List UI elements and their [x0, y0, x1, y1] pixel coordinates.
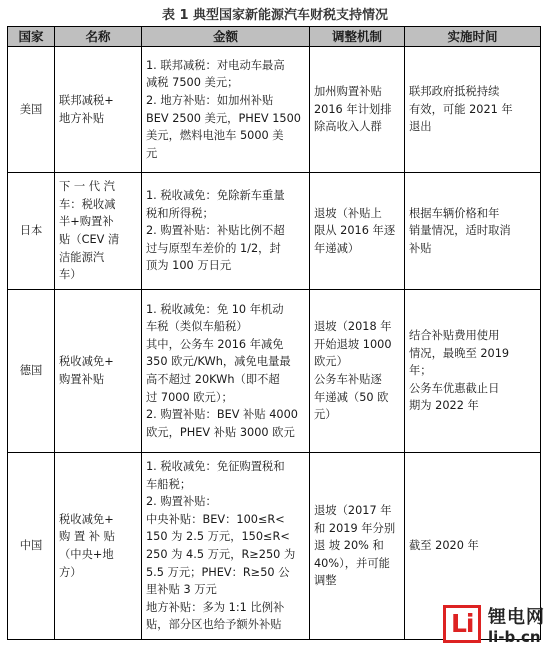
header-country: 国家: [8, 27, 55, 47]
cell-adjust-line: 退坡（2017 年: [314, 504, 392, 518]
cell-amount-line: 过与原型车差价的 1/2，封: [146, 241, 281, 255]
cell-amount-line: 150 为 2.5 万元，150≤R<: [146, 530, 290, 544]
cell-time-line: 截至 2020 年: [409, 539, 479, 553]
cell-amount-line: 其中，公务车 2016 年减免: [146, 337, 284, 351]
cell-amount-line: 1. 税收减免：免除新车重量: [146, 189, 285, 203]
cell-adjust-line: 调整: [314, 574, 337, 588]
cell-name-line: 车：税收减: [59, 197, 116, 211]
cell-country: 德国: [8, 290, 55, 453]
cell-amount-line: 过 7000 欧元）；: [146, 390, 233, 404]
cell-amount-line: 1. 税收减免：免征购置税和: [146, 460, 285, 474]
cell-amount-line: 税和所得税；: [146, 206, 214, 220]
cell-adjust-line: 退 坡 20% 和: [314, 539, 384, 553]
cell-amount-line: 减税 7500 美元；: [146, 76, 239, 90]
cell-country: 中国: [8, 453, 55, 640]
cell-time-line: 年；: [409, 364, 432, 378]
cell-name: [55, 173, 142, 290]
cell-country: 美国: [8, 47, 55, 173]
cell-adjust-line: 除高收入人群: [314, 120, 382, 134]
cell-name: [55, 47, 142, 173]
cell-time: [405, 47, 541, 173]
table-row: [8, 290, 541, 453]
cell-name-line: 地方补贴: [59, 111, 105, 125]
header-adjust: 调整机制: [310, 27, 405, 47]
logo-name: 锂电网: [488, 607, 545, 628]
cell-name-line: 方）: [59, 565, 82, 579]
cell-amount-line: 元: [146, 146, 158, 160]
cell-country: 日本: [8, 173, 55, 290]
cell-adjust: [310, 290, 405, 453]
cell-amount: [142, 290, 310, 453]
cell-adjust-line: 40%），并可能: [314, 556, 390, 570]
cell-adjust-line: 公务车补贴逐: [314, 373, 382, 386]
cell-time-line: 公务车优惠截止日: [409, 381, 500, 395]
cell-time-line: 退出: [409, 120, 432, 134]
cell-amount: [142, 47, 310, 173]
cell-adjust-line: 和 2019 年分别: [314, 521, 396, 535]
cell-time-line: 期为 2022 年: [409, 399, 479, 413]
cell-amount-line: 美元，燃料电池车 5000 美: [146, 129, 284, 143]
cell-amount-line: 中央补贴：BEV：100≤R<: [146, 512, 285, 526]
cell-name-line: 下 一 代 汽: [59, 180, 115, 194]
logo-domain: li-b.cn: [488, 628, 541, 646]
cell-amount-line: 1. 联邦减税：对电动车最高: [146, 58, 285, 72]
cell-amount-line: 1. 税收减免：免 10 年机动: [146, 302, 284, 316]
cell-adjust-line: 年递减（50 欧: [314, 390, 389, 404]
logo-mark-text: Li: [451, 609, 474, 638]
cell-amount-line: 高不超过 20KWh（即不超: [146, 373, 280, 386]
cell-amount: [142, 453, 310, 640]
header-time: 实施时间: [405, 27, 541, 47]
cell-time-line: 销量情况，适时取消: [409, 224, 511, 238]
cell-amount-line: 贴，部分区也给予额外补贴: [146, 618, 282, 632]
cell-adjust: [310, 173, 405, 290]
cell-adjust-line: 元）: [314, 408, 337, 422]
cell-adjust-line: 限从 2016 年逐: [314, 224, 396, 238]
cell-time: [405, 290, 541, 453]
cell-name-line: 联邦减税+: [59, 93, 114, 107]
cell-adjust-line: 年递减）: [314, 241, 360, 255]
cell-adjust-line: 开始退坡 1000: [314, 337, 392, 351]
cell-adjust: [310, 47, 405, 173]
cell-time-line: 结合补贴费用使用: [409, 329, 500, 343]
cell-time-line: 联邦政府抵税持续: [409, 85, 500, 99]
cell-amount-line: 顶为 100 万日元: [146, 259, 232, 273]
cell-name: [55, 453, 142, 640]
cell-amount-line: 里补贴 3 万元: [146, 583, 217, 597]
cell-name-line: 购置补贴: [59, 373, 105, 386]
cell-time-line: 根据车辆价格和年: [409, 206, 500, 220]
cell-name: [55, 290, 142, 453]
table-row: [8, 47, 541, 173]
cell-name-line: 半+购置补: [59, 215, 114, 229]
cell-amount-line: 250 为 4.5 万元，R≥250 为: [146, 548, 296, 561]
cell-time-line: 补贴: [409, 241, 432, 255]
cell-name-line: 洁能源汽: [59, 250, 105, 264]
header-amount: 金额: [142, 27, 310, 47]
cell-adjust-line: 加州购置补贴: [314, 85, 382, 99]
cell-name-line: 税收减免+: [59, 355, 114, 369]
cell-name-line: 税收减免+: [59, 512, 114, 526]
cell-name-line: 贴（CEV 清: [59, 233, 120, 246]
cell-name-line: （中央+地: [59, 548, 114, 561]
cell-amount-line: 欧元，PHEV 补贴 3000 欧元: [146, 425, 295, 439]
cell-adjust-line: 2016 年计划排: [314, 102, 392, 116]
table-row: [8, 173, 541, 290]
cell-amount-line: 350 欧元/KWh，减免电量最: [146, 355, 291, 369]
cell-amount-line: 2. 购置补贴：: [146, 495, 217, 509]
cell-amount-line: 地方补贴：多为 1:1 比例补: [146, 600, 285, 614]
cell-amount-line: BEV 2500 美元，PHEV 1500: [146, 111, 301, 125]
cell-adjust-line: 欧元）: [314, 355, 348, 369]
table-body: [8, 47, 541, 640]
cell-time-line: 有效，可能 2021 年: [409, 102, 513, 116]
policy-table: [7, 26, 541, 640]
cell-amount-line: 2. 购置补贴：BEV 补贴 4000: [146, 408, 298, 422]
table-header-row: [8, 27, 541, 47]
cell-amount-line: 车船税；: [146, 477, 192, 491]
cell-amount-line: 车税（类似车船税）: [146, 320, 248, 334]
cell-amount-line: 5.5 万元；PHEV：R≥50 公: [146, 565, 290, 579]
cell-time-line: 情况，最晚至 2019: [409, 346, 510, 360]
header-name: 名称: [55, 27, 142, 47]
cell-time: [405, 173, 541, 290]
table-title: 表 1 典型国家新能源汽车财税支持情况: [161, 8, 389, 23]
cell-name-line: 车）: [59, 268, 82, 282]
cell-amount: [142, 173, 310, 290]
cell-adjust-line: 退坡（补贴上: [314, 206, 382, 220]
cell-name-line: 购 置 补 贴: [59, 530, 115, 544]
cell-amount-line: 2. 地方补贴：如加州补贴: [146, 93, 274, 107]
logo-mark-icon: [443, 605, 481, 643]
site-logo: [443, 603, 550, 653]
cell-amount-line: 2. 购置补贴：补贴比例不超: [146, 224, 285, 238]
cell-adjust: [310, 453, 405, 640]
cell-adjust-line: 退坡（2018 年: [314, 320, 392, 334]
